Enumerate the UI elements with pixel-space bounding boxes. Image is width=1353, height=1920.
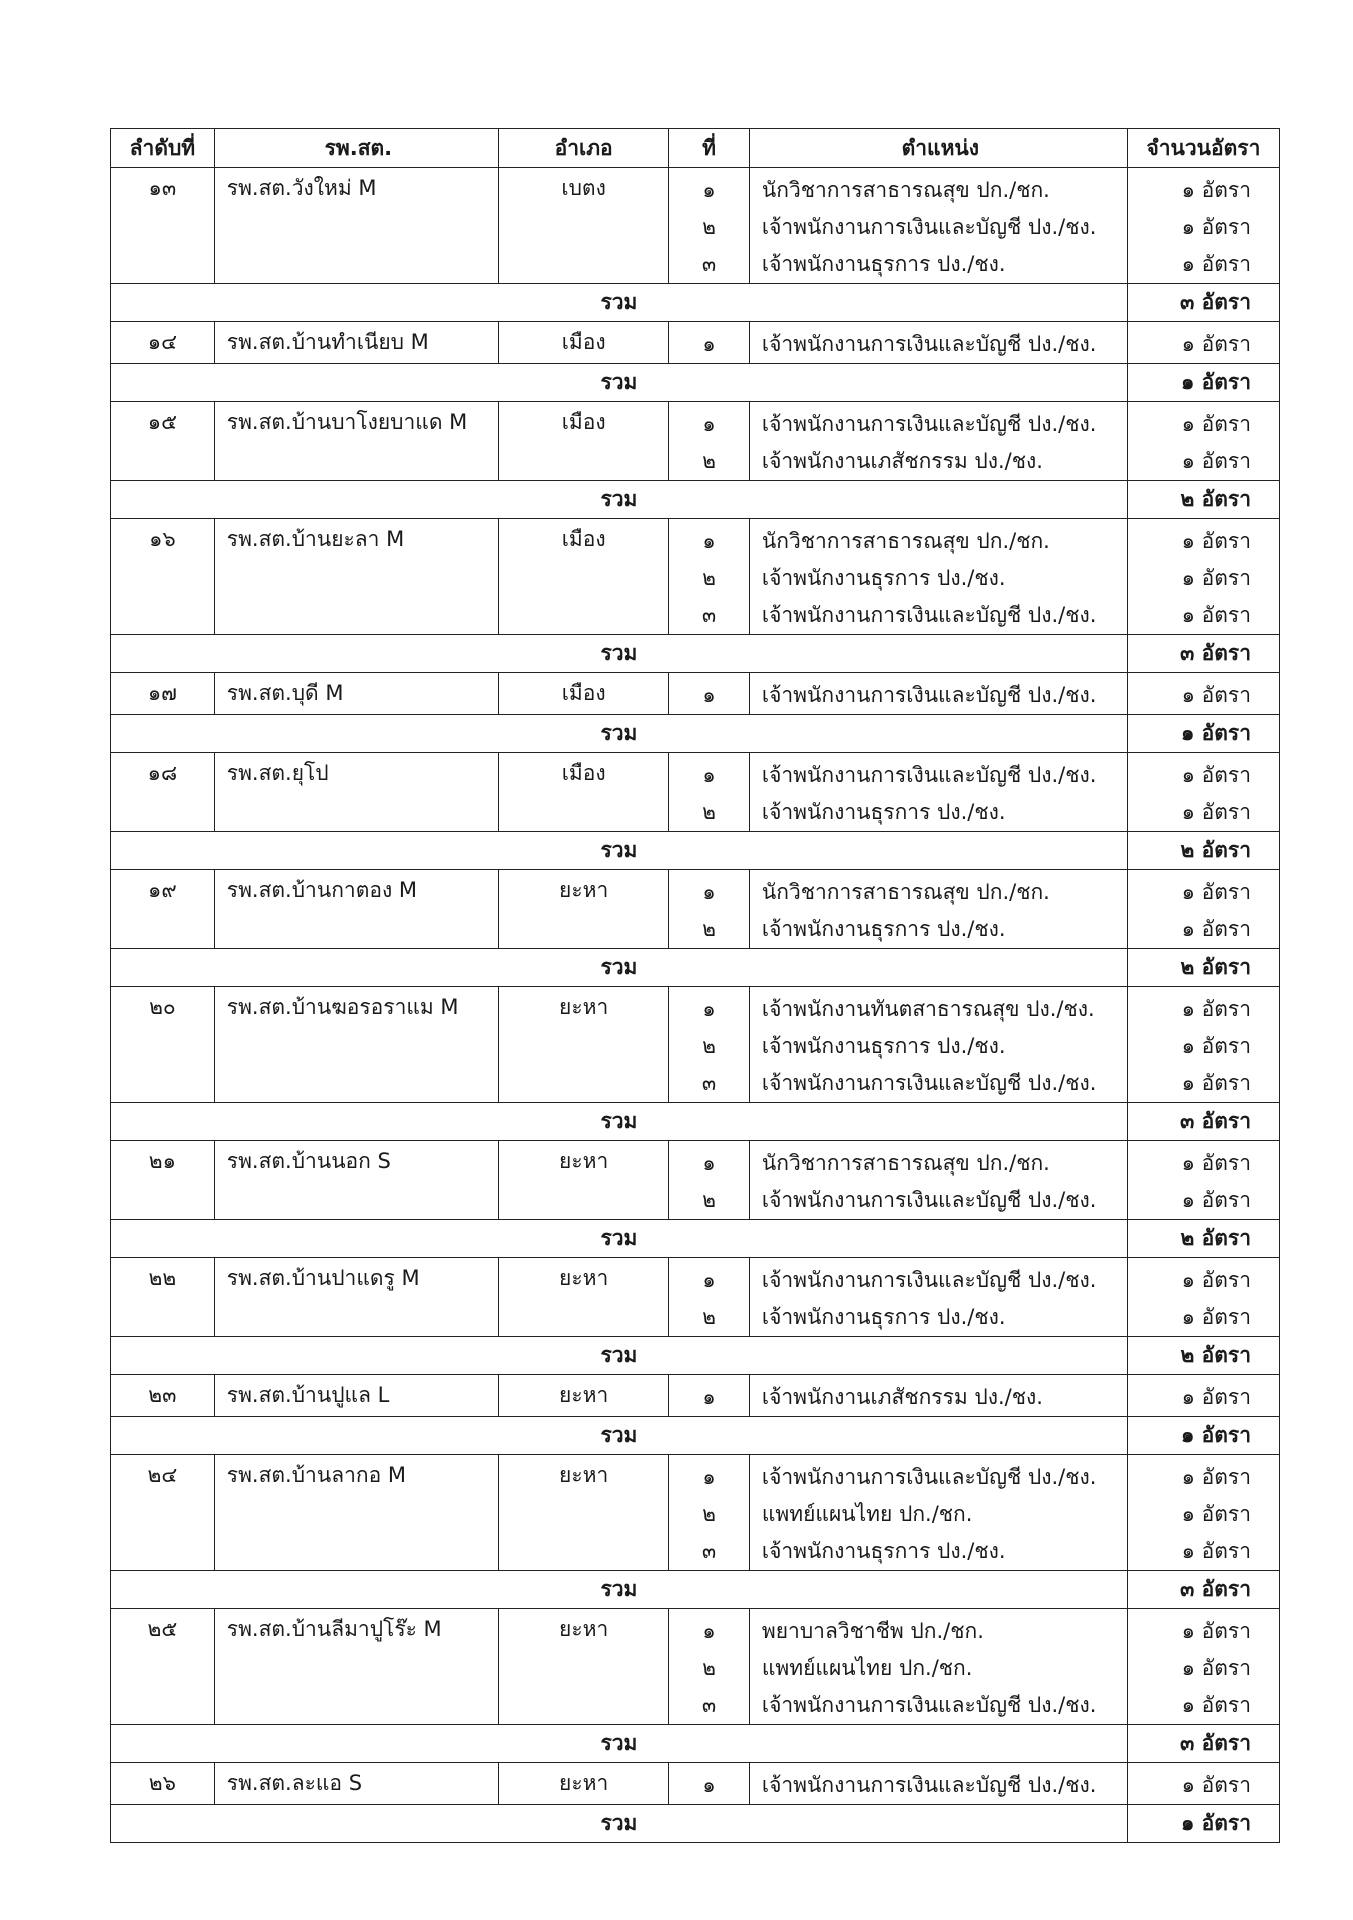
district-name: เมือง	[498, 673, 668, 715]
subtotal-count: ๒ อัตรา	[1127, 1337, 1279, 1375]
item-index-cell	[669, 1455, 750, 1571]
item-index: ๓	[701, 1071, 717, 1095]
item-index-cell	[669, 168, 750, 284]
position-count: ๑ อัตรา	[1181, 683, 1251, 707]
position-title: แพทย์แผนไทย ปก./ชก.	[761, 1656, 973, 1680]
header-no: ลำดับที่	[111, 129, 215, 168]
subtotal-row	[111, 1220, 1280, 1258]
item-index-cell	[669, 322, 750, 364]
district-name: ยะหา	[498, 870, 668, 949]
table-row	[111, 870, 1280, 949]
subtotal-row	[111, 832, 1280, 870]
count-cell	[1127, 1763, 1279, 1805]
count-cell	[1127, 1455, 1279, 1571]
facility-name: รพ.สต.ยุโป	[214, 753, 498, 832]
position-count: ๑ อัตรา	[1181, 1619, 1251, 1643]
position-title: พยาบาลวิชาชีพ ปก./ชก.	[761, 1619, 984, 1643]
item-index: ๑	[702, 1465, 716, 1489]
position-count: ๑ อัตรา	[1181, 1539, 1251, 1563]
position-cell	[749, 168, 1127, 284]
facility-name: รพ.สต.บ้านนอก S	[214, 1141, 498, 1220]
table-row	[111, 322, 1280, 364]
facility-name: รพ.สต.วังใหม่ M	[214, 168, 498, 284]
subtotal-count: ๑ อัตรา	[1127, 715, 1279, 753]
count-cell	[1127, 673, 1279, 715]
count-cell	[1127, 1609, 1279, 1725]
item-index-cell	[669, 1609, 750, 1725]
header-name: รพ.สต.	[214, 129, 498, 168]
row-number: ๑๙	[111, 870, 215, 949]
position-count: ๑ อัตรา	[1181, 997, 1251, 1021]
district-name: เมือง	[498, 322, 668, 364]
document-page	[110, 128, 1280, 1843]
position-count: ๑ อัตรา	[1181, 1693, 1251, 1717]
position-cell	[749, 1455, 1127, 1571]
item-index-cell	[669, 519, 750, 635]
subtotal-row	[111, 1571, 1280, 1609]
subtotal-row	[111, 364, 1280, 402]
item-index: ๑	[702, 412, 716, 436]
district-name: ยะหา	[498, 987, 668, 1103]
item-index: ๒	[702, 800, 716, 824]
position-title: เจ้าพนักงานการเงินและบัญชี ปง./ชง.	[761, 332, 1097, 356]
position-title: เจ้าพนักงานการเงินและบัญชี ปง./ชง.	[761, 1693, 1097, 1717]
subtotal-count: ๑ อัตรา	[1127, 1805, 1279, 1843]
facility-name: รพ.สต.บ้านฆอรอราแม M	[214, 987, 498, 1103]
subtotal-label: รวม	[111, 635, 1128, 673]
count-cell	[1127, 1258, 1279, 1337]
position-title: เจ้าพนักงานธุรการ ปง./ชง.	[761, 252, 1006, 276]
position-cell	[749, 1141, 1127, 1220]
header-count: จำนวนอัตรา	[1127, 129, 1279, 168]
item-index-cell	[669, 1763, 750, 1805]
position-count: ๑ อัตรา	[1181, 252, 1251, 276]
table-row	[111, 753, 1280, 832]
count-cell	[1127, 168, 1279, 284]
district-name: ยะหา	[498, 1455, 668, 1571]
table-row	[111, 402, 1280, 481]
row-number: ๑๔	[111, 322, 215, 364]
district-name: ยะหา	[498, 1763, 668, 1805]
position-count: ๑ อัตรา	[1181, 1502, 1251, 1526]
district-name: เมือง	[498, 753, 668, 832]
subtotal-label: รวม	[111, 364, 1128, 402]
position-count: ๑ อัตรา	[1181, 1465, 1251, 1489]
position-cell	[749, 322, 1127, 364]
position-count: ๑ อัตรา	[1181, 917, 1251, 941]
position-title: เจ้าพนักงานเภสัชกรรม ปง./ชง.	[761, 1385, 1043, 1409]
position-title: เจ้าพนักงานธุรการ ปง./ชง.	[761, 1034, 1006, 1058]
position-title: เจ้าพนักงานการเงินและบัญชี ปง./ชง.	[761, 412, 1097, 436]
item-index-cell	[669, 753, 750, 832]
position-title: เจ้าพนักงานการเงินและบัญชี ปง./ชง.	[761, 1773, 1097, 1797]
facility-name: รพ.สต.บ้านลีมาปูโร๊ะ M	[214, 1609, 498, 1725]
item-index-cell	[669, 1141, 750, 1220]
count-cell	[1127, 322, 1279, 364]
row-number: ๒๖	[111, 1763, 215, 1805]
position-count: ๑ อัตรา	[1181, 763, 1251, 787]
item-index: ๒	[702, 449, 716, 473]
position-count: ๑ อัตรา	[1181, 1305, 1251, 1329]
district-name: เมือง	[498, 402, 668, 481]
district-name: ยะหา	[498, 1258, 668, 1337]
subtotal-label: รวม	[111, 949, 1128, 987]
subtotal-row	[111, 1805, 1280, 1843]
subtotal-row	[111, 1337, 1280, 1375]
position-count: ๑ อัตรา	[1181, 1656, 1251, 1680]
position-title: แพทย์แผนไทย ปก./ชก.	[761, 1502, 973, 1526]
position-title: นักวิชาการสาธารณสุข ปก./ชก.	[761, 880, 1050, 904]
item-index: ๑	[702, 1773, 716, 1797]
subtotal-row	[111, 1417, 1280, 1455]
subtotal-row	[111, 284, 1280, 322]
table-row	[111, 168, 1280, 284]
position-cell	[749, 753, 1127, 832]
subtotal-label: รวม	[111, 1805, 1128, 1843]
subtotal-label: รวม	[111, 1103, 1128, 1141]
count-cell	[1127, 987, 1279, 1103]
position-title: เจ้าพนักงานธุรการ ปง./ชง.	[761, 566, 1006, 590]
item-index: ๒	[702, 1034, 716, 1058]
subtotal-label: รวม	[111, 481, 1128, 519]
count-cell	[1127, 1375, 1279, 1417]
table-header	[111, 129, 1280, 168]
table-body	[111, 168, 1280, 1843]
count-cell	[1127, 1141, 1279, 1220]
position-count: ๑ อัตรา	[1181, 449, 1251, 473]
position-title: เจ้าพนักงานธุรการ ปง./ชง.	[761, 800, 1006, 824]
item-index: ๑	[702, 683, 716, 707]
subtotal-count: ๓ อัตรา	[1127, 1725, 1279, 1763]
position-title: เจ้าพนักงานทันตสาธารณสุข ปง./ชง.	[761, 997, 1095, 1021]
position-cell	[749, 987, 1127, 1103]
facility-name: รพ.สต.บ้านลากอ M	[214, 1455, 498, 1571]
row-number: ๒๐	[111, 987, 215, 1103]
row-number: ๒๒	[111, 1258, 215, 1337]
position-count: ๑ อัตรา	[1181, 215, 1251, 239]
subtotal-row	[111, 715, 1280, 753]
facility-name: รพ.สต.ละแอ S	[214, 1763, 498, 1805]
item-index: ๑	[702, 332, 716, 356]
item-index-cell	[669, 1258, 750, 1337]
position-count: ๑ อัตรา	[1181, 1268, 1251, 1292]
header-row	[111, 129, 1280, 168]
count-cell	[1127, 753, 1279, 832]
subtotal-count: ๓ อัตรา	[1127, 1103, 1279, 1141]
position-title: เจ้าพนักงานธุรการ ปง./ชง.	[761, 917, 1006, 941]
subtotal-count: ๓ อัตรา	[1127, 1571, 1279, 1609]
position-count: ๑ อัตรา	[1181, 1188, 1251, 1212]
table-row	[111, 1609, 1280, 1725]
position-cell	[749, 1609, 1127, 1725]
position-title: นักวิชาการสาธารณสุข ปก./ชก.	[761, 529, 1050, 553]
subtotal-label: รวม	[111, 1417, 1128, 1455]
subtotal-count: ๒ อัตรา	[1127, 481, 1279, 519]
item-index: ๓	[701, 1693, 717, 1717]
position-title: เจ้าพนักงานการเงินและบัญชี ปง./ชง.	[761, 1268, 1097, 1292]
row-number: ๑๓	[111, 168, 215, 284]
item-index-cell	[669, 870, 750, 949]
district-name: ยะหา	[498, 1375, 668, 1417]
position-title: เจ้าพนักงานการเงินและบัญชี ปง./ชง.	[761, 603, 1097, 627]
position-count: ๑ อัตรา	[1181, 1773, 1251, 1797]
position-title: เจ้าพนักงานการเงินและบัญชี ปง./ชง.	[761, 1188, 1097, 1212]
row-number: ๒๓	[111, 1375, 215, 1417]
item-index-cell	[669, 987, 750, 1103]
position-count: ๑ อัตรา	[1181, 412, 1251, 436]
subtotal-count: ๒ อัตรา	[1127, 949, 1279, 987]
row-number: ๑๕	[111, 402, 215, 481]
item-index: ๑	[702, 178, 716, 202]
count-cell	[1127, 402, 1279, 481]
table-row	[111, 519, 1280, 635]
position-title: เจ้าพนักงานธุรการ ปง./ชง.	[761, 1305, 1006, 1329]
subtotal-count: ๑ อัตรา	[1127, 1417, 1279, 1455]
row-number: ๒๔	[111, 1455, 215, 1571]
header-position: ตำแหน่ง	[749, 129, 1127, 168]
position-count: ๑ อัตรา	[1181, 566, 1251, 590]
header-district: อำเภอ	[498, 129, 668, 168]
district-name: ยะหา	[498, 1141, 668, 1220]
item-index: ๒	[702, 917, 716, 941]
count-cell	[1127, 519, 1279, 635]
position-title: เจ้าพนักงานธุรการ ปง./ชง.	[761, 1539, 1006, 1563]
row-number: ๑๖	[111, 519, 215, 635]
position-cell	[749, 673, 1127, 715]
position-cell	[749, 1258, 1127, 1337]
facility-name: รพ.สต.บ้านทำเนียบ M	[214, 322, 498, 364]
item-index: ๑	[702, 997, 716, 1021]
position-title: นักวิชาการสาธารณสุข ปก./ชก.	[761, 178, 1050, 202]
table-row	[111, 1455, 1280, 1571]
table-row	[111, 1141, 1280, 1220]
facility-name: รพ.สต.บ้านบาโงยบาแด M	[214, 402, 498, 481]
item-index: ๑	[702, 880, 716, 904]
item-index: ๑	[702, 1619, 716, 1643]
item-index: ๒	[702, 1305, 716, 1329]
subtotal-row	[111, 1725, 1280, 1763]
position-count: ๑ อัตรา	[1181, 529, 1251, 553]
table-row	[111, 1375, 1280, 1417]
position-title: เจ้าพนักงานการเงินและบัญชี ปง./ชง.	[761, 763, 1097, 787]
district-name: เบตง	[498, 168, 668, 284]
district-name: ยะหา	[498, 1609, 668, 1725]
subtotal-count: ๒ อัตรา	[1127, 1220, 1279, 1258]
item-index: ๒	[702, 1656, 716, 1680]
item-index-cell	[669, 1375, 750, 1417]
position-cell	[749, 870, 1127, 949]
position-title: เจ้าพนักงานการเงินและบัญชี ปง./ชง.	[761, 1071, 1097, 1095]
position-count: ๑ อัตรา	[1181, 332, 1251, 356]
position-count: ๑ อัตรา	[1181, 1151, 1251, 1175]
subtotal-row	[111, 481, 1280, 519]
item-index: ๓	[701, 603, 717, 627]
position-count: ๑ อัตรา	[1181, 880, 1251, 904]
position-count: ๑ อัตรา	[1181, 1385, 1251, 1409]
position-title: เจ้าพนักงานการเงินและบัญชี ปง./ชง.	[761, 215, 1097, 239]
row-number: ๒๕	[111, 1609, 215, 1725]
facility-name: รพ.สต.บ้านยะลา M	[214, 519, 498, 635]
subtotal-label: รวม	[111, 832, 1128, 870]
district-name: เมือง	[498, 519, 668, 635]
subtotal-count: ๓ อัตรา	[1127, 284, 1279, 322]
position-title: เจ้าพนักงานการเงินและบัญชี ปง./ชง.	[761, 1465, 1097, 1489]
table-row	[111, 673, 1280, 715]
facility-name: รพ.สต.บุดี M	[214, 673, 498, 715]
item-index: ๑	[702, 529, 716, 553]
position-title: นักวิชาการสาธารณสุข ปก./ชก.	[761, 1151, 1050, 1175]
subtotal-count: ๒ อัตรา	[1127, 832, 1279, 870]
position-count: ๑ อัตรา	[1181, 1034, 1251, 1058]
subtotal-row	[111, 635, 1280, 673]
position-title: เจ้าพนักงานเภสัชกรรม ปง./ชง.	[761, 449, 1043, 473]
subtotal-label: รวม	[111, 1337, 1128, 1375]
item-index: ๒	[702, 215, 716, 239]
position-count: ๑ อัตรา	[1181, 603, 1251, 627]
row-number: ๑๘	[111, 753, 215, 832]
subtotal-label: รวม	[111, 1571, 1128, 1609]
item-index: ๑	[702, 1151, 716, 1175]
position-cell	[749, 519, 1127, 635]
subtotal-row	[111, 1103, 1280, 1141]
subtotal-label: รวม	[111, 1725, 1128, 1763]
subtotal-count: ๓ อัตรา	[1127, 635, 1279, 673]
item-index-cell	[669, 673, 750, 715]
row-number: ๒๑	[111, 1141, 215, 1220]
position-cell	[749, 1375, 1127, 1417]
subtotal-label: รวม	[111, 715, 1128, 753]
item-index: ๓	[701, 1539, 717, 1563]
header-idx: ที่	[669, 129, 750, 168]
item-index: ๑	[702, 1268, 716, 1292]
facility-name: รพ.สต.บ้านปาแดรู M	[214, 1258, 498, 1337]
item-index: ๑	[702, 763, 716, 787]
item-index-cell	[669, 402, 750, 481]
count-cell	[1127, 870, 1279, 949]
subtotal-row	[111, 949, 1280, 987]
item-index: ๒	[702, 1502, 716, 1526]
item-index: ๒	[702, 566, 716, 590]
row-number: ๑๗	[111, 673, 215, 715]
table-row	[111, 987, 1280, 1103]
position-cell	[749, 1763, 1127, 1805]
facility-name: รพ.สต.บ้านกาตอง M	[214, 870, 498, 949]
subtotal-label: รวม	[111, 284, 1128, 322]
position-cell	[749, 402, 1127, 481]
subtotal-label: รวม	[111, 1220, 1128, 1258]
item-index: ๒	[702, 1188, 716, 1212]
item-index: ๑	[702, 1385, 716, 1409]
table-row	[111, 1763, 1280, 1805]
position-count: ๑ อัตรา	[1181, 800, 1251, 824]
table-row	[111, 1258, 1280, 1337]
position-count: ๑ อัตรา	[1181, 178, 1251, 202]
position-title: เจ้าพนักงานการเงินและบัญชี ปง./ชง.	[761, 683, 1097, 707]
facility-name: รพ.สต.บ้านปูแล L	[214, 1375, 498, 1417]
subtotal-count: ๑ อัตรา	[1127, 364, 1279, 402]
position-count: ๑ อัตรา	[1181, 1071, 1251, 1095]
staffing-table	[110, 128, 1280, 1843]
item-index: ๓	[701, 252, 717, 276]
